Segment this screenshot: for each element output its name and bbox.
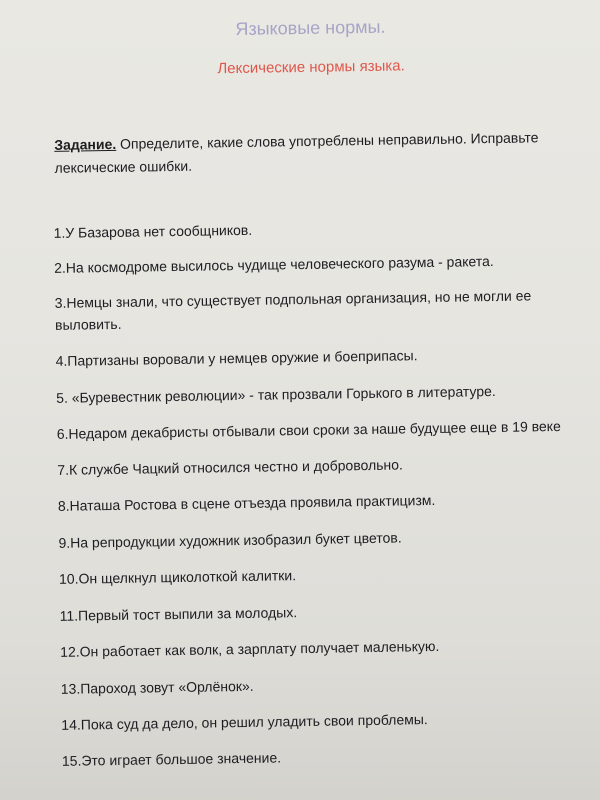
list-item: 14.Пока суд да дело, он решил уладить свои проблемы. [61,711,428,733]
list-item: 15.Это играет большое значение. [61,749,282,769]
list-item: 8.Наташа Ростова в сцене отъезда проявила практицизм. [57,491,436,514]
sentence-list [53,213,600,769]
list-item: 13.Пароход зовут «Орлёнок». [60,677,254,697]
list-item [55,284,532,335]
list-item: 4.Партизаны воровали у немцев оружие и боеприпасы. [55,347,418,369]
list-item: 6.Недаром декабристы отбывали свои сроки за наше будущее еще в 19 веке [56,417,561,442]
list-item: 11.Первый тост выпили за молодых. [59,604,298,624]
list-item: 12.Он работает как волк, а зарплату получает маленькую. [60,637,440,660]
list-item-text: 3.Немцы знали, что существует подпольная организация, но не могли ее [54,287,532,311]
list-item: 9.На репродукции художник изобразил букет цветов. [58,529,402,551]
page-title: Языковые нормы. [235,16,386,40]
list-item: 1.У Базарова нет сообщников. [53,221,253,241]
list-item-continuation: выловить. [54,315,122,333]
list-item: 5. «Буревестник революции» - так прозвали Горького в литературе. [56,382,496,406]
task-text: Определите, какие слова употреблены неправильно. Исправьте лексические ошибки. [54,129,539,176]
list-item: 10.Он щелкнул щиколоткой калитки. [58,567,297,587]
list-item: 2.На космодроме высилось чудище человеческого разума - ракета. [54,252,494,276]
task-label: Задание. [54,135,117,153]
page-subtitle: Лексические нормы языка. [217,57,405,78]
task-instruction [54,126,575,180]
list-item: 7.К службе Чацкий относился честно и добровольно. [57,456,403,478]
